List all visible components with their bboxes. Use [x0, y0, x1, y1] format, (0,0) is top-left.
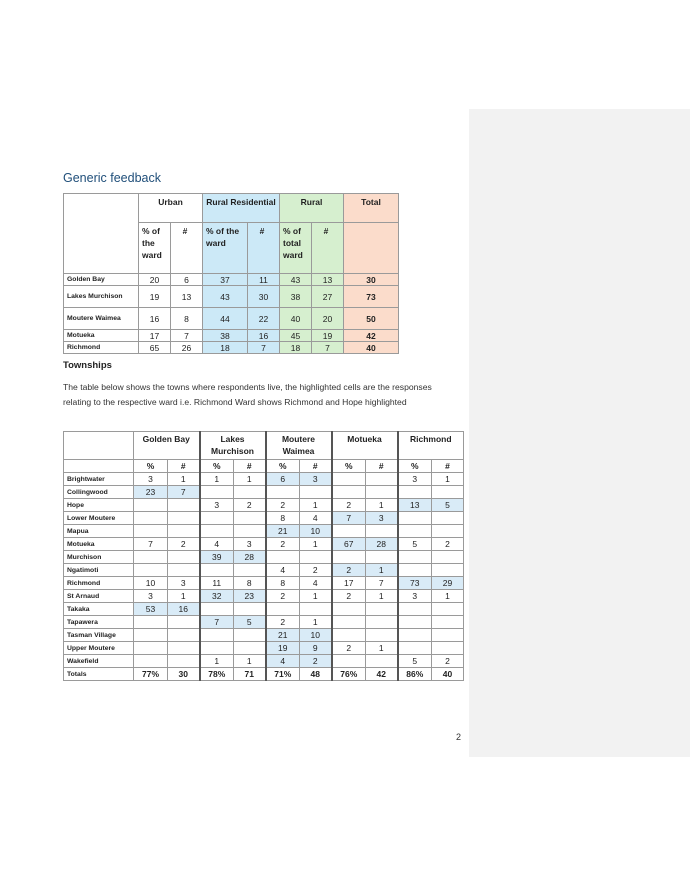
- table-cell: [234, 525, 266, 538]
- table-cell: 16: [168, 603, 200, 616]
- table-cell: 1: [432, 473, 464, 486]
- table-cell: [332, 551, 366, 564]
- table-cell: [332, 629, 366, 642]
- total-cell: 78%: [200, 668, 234, 681]
- table-row: [64, 629, 464, 642]
- table-cell: [234, 512, 266, 525]
- table-row: [64, 538, 464, 551]
- page-number: 2: [456, 732, 462, 742]
- table-cell: [200, 629, 234, 642]
- table-cell: 10: [300, 629, 332, 642]
- table-row: [64, 642, 464, 655]
- table-cell: [266, 551, 300, 564]
- table-row: [64, 655, 464, 668]
- table-cell: 43: [203, 286, 248, 308]
- table-cell: [200, 525, 234, 538]
- table-cell: [134, 551, 168, 564]
- table-cell: 1: [366, 642, 398, 655]
- table-cell: 3: [398, 473, 432, 486]
- table-cell: 19: [139, 286, 171, 308]
- table-cell: [366, 473, 398, 486]
- table-cell: [366, 551, 398, 564]
- table-cell: 29: [432, 577, 464, 590]
- column-header: #: [171, 223, 203, 274]
- table-cell: [398, 551, 432, 564]
- table-cell: 2: [432, 655, 464, 668]
- subheader-row: [64, 460, 464, 473]
- table-cell: [366, 629, 398, 642]
- total-cell: 30: [344, 274, 399, 286]
- table-cell: [234, 642, 266, 655]
- table-cell: 1: [168, 590, 200, 603]
- table-cell: [332, 655, 366, 668]
- table-cell: 4: [300, 512, 332, 525]
- table-cell: [398, 642, 432, 655]
- table-cell: 23: [134, 486, 168, 499]
- row-label: Golden Bay: [64, 274, 139, 286]
- table-cell: 3: [168, 577, 200, 590]
- table-cell: 3: [398, 590, 432, 603]
- table-cell: [332, 473, 366, 486]
- column-header: %: [266, 460, 300, 473]
- group-header: Rural Residential: [203, 194, 280, 223]
- table-cell: 1: [366, 590, 398, 603]
- townships-table: [63, 431, 464, 681]
- table-cell: [366, 525, 398, 538]
- table-cell: 44: [203, 308, 248, 330]
- table-cell: 39: [200, 551, 234, 564]
- table-cell: [300, 486, 332, 499]
- table-cell: 9: [300, 642, 332, 655]
- table-cell: [398, 486, 432, 499]
- totals-row: [64, 668, 464, 681]
- table-cell: [366, 603, 398, 616]
- table-row: [64, 551, 464, 564]
- table-cell: 7: [168, 486, 200, 499]
- column-header: %: [332, 460, 366, 473]
- table-cell: [200, 512, 234, 525]
- table-cell: [234, 603, 266, 616]
- table-cell: [432, 551, 464, 564]
- table-cell: [398, 616, 432, 629]
- table-cell: 2: [332, 590, 366, 603]
- table-cell: 2: [332, 499, 366, 512]
- row-label: Brightwater: [64, 473, 134, 486]
- table-cell: 10: [300, 525, 332, 538]
- table-cell: [200, 642, 234, 655]
- total-cell: 42: [366, 668, 398, 681]
- total-cell: 30: [168, 668, 200, 681]
- table-cell: 32: [200, 590, 234, 603]
- table-cell: 5: [398, 538, 432, 551]
- table-cell: 3: [134, 590, 168, 603]
- table-cell: 2: [332, 564, 366, 577]
- group-header: Golden Bay: [134, 432, 200, 460]
- table-cell: [398, 525, 432, 538]
- table-row: [64, 330, 399, 342]
- table-cell: [134, 512, 168, 525]
- table-cell: 26: [171, 342, 203, 354]
- table-cell: [432, 486, 464, 499]
- table-cell: 1: [234, 473, 266, 486]
- table-cell: [134, 655, 168, 668]
- corner-cell: [64, 432, 134, 460]
- table-cell: 38: [203, 330, 248, 342]
- group-header: Lakes Murchison: [200, 432, 266, 460]
- row-label: Lakes Murchison: [64, 286, 139, 308]
- column-header: #: [312, 223, 344, 274]
- table-cell: 28: [366, 538, 398, 551]
- table-cell: 67: [332, 538, 366, 551]
- row-label: Motueka: [64, 330, 139, 342]
- table-cell: 16: [139, 308, 171, 330]
- table-row: [64, 499, 464, 512]
- table-cell: 17: [332, 577, 366, 590]
- table-cell: 2: [266, 590, 300, 603]
- table-cell: 43: [280, 274, 312, 286]
- group-header: Richmond: [398, 432, 464, 460]
- total-cell: 73: [344, 286, 399, 308]
- column-header: #: [366, 460, 398, 473]
- table-row: [64, 525, 464, 538]
- total-cell: 71: [234, 668, 266, 681]
- table-cell: [134, 564, 168, 577]
- table-cell: [168, 642, 200, 655]
- row-label: Collingwood: [64, 486, 134, 499]
- column-header: % of the ward: [203, 223, 248, 274]
- table-cell: 4: [266, 655, 300, 668]
- table-cell: 73: [398, 577, 432, 590]
- total-cell: 40: [344, 342, 399, 354]
- table-cell: [398, 603, 432, 616]
- group-header: Rural: [280, 194, 344, 223]
- corner-cell: [64, 460, 134, 473]
- table-cell: 7: [171, 330, 203, 342]
- table-cell: 1: [168, 473, 200, 486]
- table-cell: 2: [300, 564, 332, 577]
- table-cell: [266, 603, 300, 616]
- row-label: Tapawera: [64, 616, 134, 629]
- table-cell: [332, 486, 366, 499]
- table-cell: [134, 642, 168, 655]
- table-cell: 7: [200, 616, 234, 629]
- table-cell: 13: [398, 499, 432, 512]
- table-cell: 3: [134, 473, 168, 486]
- table-cell: 1: [432, 590, 464, 603]
- total-cell: 42: [344, 330, 399, 342]
- table-cell: [168, 499, 200, 512]
- table-cell: [168, 551, 200, 564]
- table-cell: 3: [234, 538, 266, 551]
- table-cell: 5: [432, 499, 464, 512]
- table-cell: [432, 629, 464, 642]
- table-cell: 4: [266, 564, 300, 577]
- total-cell: 77%: [134, 668, 168, 681]
- table-cell: [300, 603, 332, 616]
- table-cell: [168, 564, 200, 577]
- table-cell: 2: [234, 499, 266, 512]
- corner-cell: [64, 194, 139, 274]
- table-cell: 6: [171, 274, 203, 286]
- row-label: Mapua: [64, 525, 134, 538]
- table-cell: [234, 629, 266, 642]
- table-cell: 20: [312, 308, 344, 330]
- table-row: [64, 308, 399, 330]
- table-row: [64, 512, 464, 525]
- total-cell: 48: [300, 668, 332, 681]
- table-cell: 7: [332, 512, 366, 525]
- table-row: [64, 616, 464, 629]
- table-cell: 2: [266, 538, 300, 551]
- table-cell: 18: [203, 342, 248, 354]
- column-header: %: [200, 460, 234, 473]
- table-cell: 2: [266, 616, 300, 629]
- table-cell: 53: [134, 603, 168, 616]
- table-cell: 45: [280, 330, 312, 342]
- table-cell: 19: [312, 330, 344, 342]
- table-cell: [398, 629, 432, 642]
- column-header: % of the ward: [139, 223, 171, 274]
- table-cell: [168, 525, 200, 538]
- column-header: #: [234, 460, 266, 473]
- row-label: Ngatimoti: [64, 564, 134, 577]
- table-cell: 28: [234, 551, 266, 564]
- table-cell: 23: [234, 590, 266, 603]
- table-cell: 18: [280, 342, 312, 354]
- table-cell: 65: [139, 342, 171, 354]
- row-label: Motueka: [64, 538, 134, 551]
- table-cell: 38: [280, 286, 312, 308]
- row-label: Upper Moutere: [64, 642, 134, 655]
- table-cell: [168, 616, 200, 629]
- table-cell: 7: [248, 342, 280, 354]
- row-label: Wakefield: [64, 655, 134, 668]
- column-header: #: [300, 460, 332, 473]
- row-label: Richmond: [64, 577, 134, 590]
- row-label: Lower Moutere: [64, 512, 134, 525]
- table-cell: 4: [300, 577, 332, 590]
- table-cell: [432, 603, 464, 616]
- table-cell: 21: [266, 525, 300, 538]
- table-cell: 7: [366, 577, 398, 590]
- table-cell: [168, 629, 200, 642]
- table-cell: 16: [248, 330, 280, 342]
- column-header: %: [134, 460, 168, 473]
- table-cell: [266, 486, 300, 499]
- total-cell: 71%: [266, 668, 300, 681]
- column-header: #: [168, 460, 200, 473]
- table-cell: 30: [248, 286, 280, 308]
- table-row: [64, 274, 399, 286]
- total-cell: 86%: [398, 668, 432, 681]
- row-label: St Arnaud: [64, 590, 134, 603]
- row-label: Moutere Waimea: [64, 308, 139, 330]
- table-cell: 7: [312, 342, 344, 354]
- table-cell: [300, 551, 332, 564]
- table-cell: 1: [300, 499, 332, 512]
- table-row: [64, 564, 464, 577]
- table-cell: 21: [266, 629, 300, 642]
- table-cell: 8: [266, 577, 300, 590]
- row-label: Takaka: [64, 603, 134, 616]
- table-cell: 7: [134, 538, 168, 551]
- generic-feedback-table: [63, 193, 399, 354]
- table-cell: 27: [312, 286, 344, 308]
- table-cell: [432, 525, 464, 538]
- table-cell: [366, 655, 398, 668]
- table-row: [64, 342, 399, 354]
- table-cell: 5: [234, 616, 266, 629]
- group-header: Moutere Waimea: [266, 432, 332, 460]
- row-label: Murchison: [64, 551, 134, 564]
- table-cell: [234, 486, 266, 499]
- column-header: % of total ward: [280, 223, 312, 274]
- row-label: Totals: [64, 668, 134, 681]
- table-cell: 11: [200, 577, 234, 590]
- table-cell: 1: [200, 473, 234, 486]
- table-cell: [398, 512, 432, 525]
- table-cell: 22: [248, 308, 280, 330]
- table-row: [64, 577, 464, 590]
- table-cell: [432, 564, 464, 577]
- table-cell: 1: [300, 590, 332, 603]
- table-cell: 8: [234, 577, 266, 590]
- table-cell: [134, 616, 168, 629]
- table-cell: 1: [366, 499, 398, 512]
- table-cell: [134, 525, 168, 538]
- row-label: Hope: [64, 499, 134, 512]
- table-cell: 1: [300, 538, 332, 551]
- table-cell: 6: [266, 473, 300, 486]
- row-label: Richmond: [64, 342, 139, 354]
- table-row: [64, 286, 399, 308]
- table-cell: [432, 642, 464, 655]
- table-row: [64, 590, 464, 603]
- group-header: Total: [344, 194, 399, 223]
- table-cell: [366, 616, 398, 629]
- table-cell: 37: [203, 274, 248, 286]
- table-cell: [398, 564, 432, 577]
- table-cell: 2: [300, 655, 332, 668]
- table-cell: [200, 564, 234, 577]
- table-cell: 8: [266, 512, 300, 525]
- table-cell: [432, 512, 464, 525]
- table-cell: 17: [139, 330, 171, 342]
- table-cell: 2: [266, 499, 300, 512]
- table-cell: [332, 603, 366, 616]
- total-cell: 50: [344, 308, 399, 330]
- table-row: [64, 473, 464, 486]
- table-row: [64, 486, 464, 499]
- column-header-empty: [344, 223, 399, 274]
- table-cell: 1: [300, 616, 332, 629]
- table-cell: 4: [200, 538, 234, 551]
- table-cell: [234, 564, 266, 577]
- column-header: %: [398, 460, 432, 473]
- table-cell: 13: [312, 274, 344, 286]
- townships-description: The table below shows the towns where respondents live, the highlighted cells are the responses relating to the respective ward i.e. Richmond Ward shows Richmond and Hope highlighted: [63, 382, 432, 407]
- table-cell: 2: [432, 538, 464, 551]
- table-cell: [366, 486, 398, 499]
- group-header: Motueka: [332, 432, 398, 460]
- table-cell: 8: [171, 308, 203, 330]
- table-cell: [332, 616, 366, 629]
- table-cell: 13: [171, 286, 203, 308]
- table-cell: [134, 499, 168, 512]
- table-cell: 3: [366, 512, 398, 525]
- table-cell: 11: [248, 274, 280, 286]
- table-cell: 1: [234, 655, 266, 668]
- table-cell: [200, 486, 234, 499]
- table-cell: [134, 629, 168, 642]
- table-cell: 19: [266, 642, 300, 655]
- table-cell: 10: [134, 577, 168, 590]
- table-cell: 5: [398, 655, 432, 668]
- table-cell: 1: [366, 564, 398, 577]
- group-header: Urban: [139, 194, 203, 223]
- townships-heading: Townships: [63, 360, 112, 371]
- total-cell: 76%: [332, 668, 366, 681]
- column-header: #: [432, 460, 464, 473]
- table-cell: [168, 512, 200, 525]
- section-heading: Generic feedback: [63, 171, 161, 185]
- column-header: #: [248, 223, 280, 274]
- table-cell: 3: [200, 499, 234, 512]
- table-cell: 1: [200, 655, 234, 668]
- table-cell: 2: [332, 642, 366, 655]
- table-cell: 40: [280, 308, 312, 330]
- table-cell: 2: [168, 538, 200, 551]
- table-cell: [168, 655, 200, 668]
- total-cell: 40: [432, 668, 464, 681]
- table-row: [64, 603, 464, 616]
- row-label: Tasman Village: [64, 629, 134, 642]
- table-cell: [332, 525, 366, 538]
- comment-side-panel: [469, 109, 690, 757]
- table-cell: [432, 616, 464, 629]
- table-cell: 20: [139, 274, 171, 286]
- table-cell: [200, 603, 234, 616]
- table-cell: 3: [300, 473, 332, 486]
